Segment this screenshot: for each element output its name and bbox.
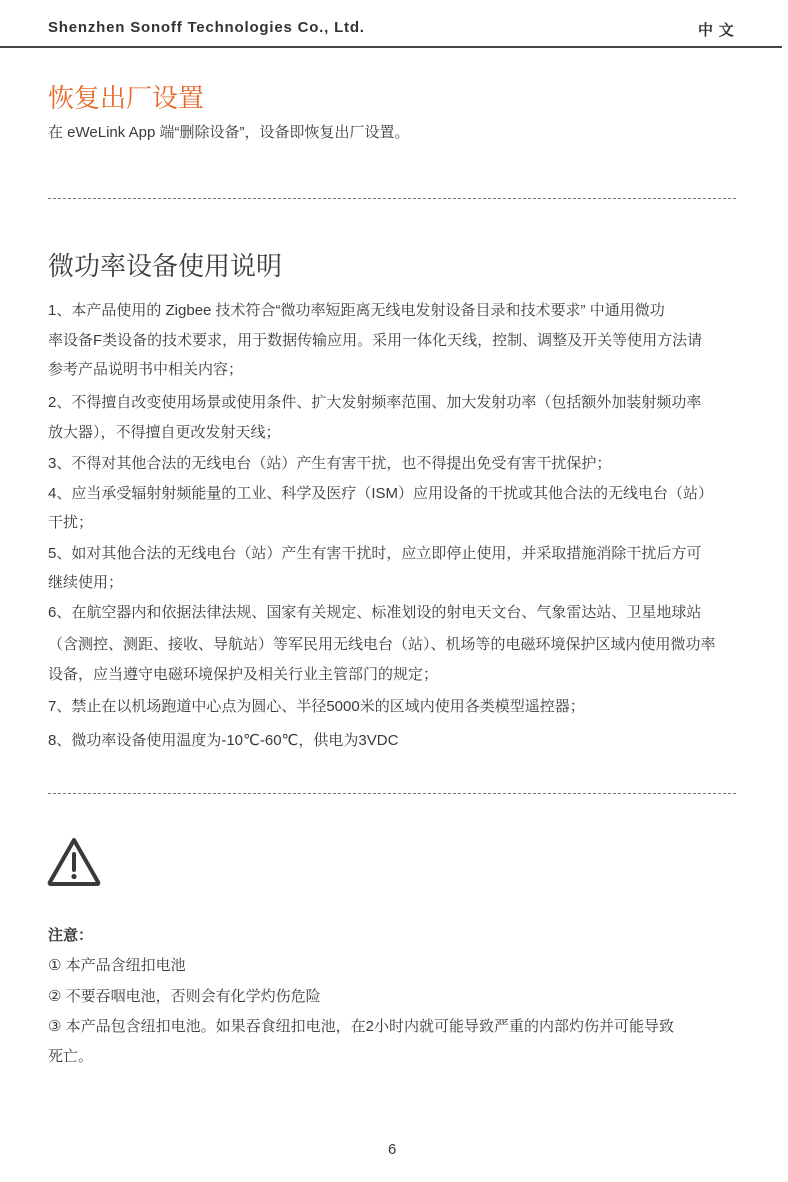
reset-title: 恢复出厂设置 [48, 83, 205, 113]
warning-icon [46, 836, 102, 893]
list-line: 率设备F类设备的技术要求，用于数据传输应用。采用一体化天线，控制、调整及开关等使用方法请 [48, 332, 703, 349]
list-line: 设备，应当遵守电磁环境保护及相关行业主管部门的规定； [48, 666, 439, 683]
language-label: 中 文 [698, 22, 735, 39]
company-name: Shenzhen Sonoff Technologies Co., Ltd. [48, 19, 365, 36]
list-line: （含测控、测距、接收、导航站）等军民用无线电台（站）、机场等的电磁环境保护区域内使用微功率 [48, 636, 716, 653]
reset-text: 在 eWeLink App 端“删除设备”，设备即恢复出厂设置。 [48, 124, 410, 141]
list-line: 3、不得对其他合法的无线电台（站）产生有害干扰，也不得提出免受有害干扰保护； [48, 455, 612, 472]
list-line: 7、禁止在以机场跑道中心点为圆心、半径5000米的区域内使用各类模型遥控器； [48, 698, 585, 715]
caution-line: ① 本产品含纽扣电池 [48, 957, 186, 974]
divider [48, 198, 736, 199]
caution-line: ② 不要吞咽电池，否则会有化学灼伤危险 [48, 988, 321, 1005]
list-line: 参考产品说明书中相关内容； [48, 361, 244, 378]
caution-line: ③ 本产品包含纽扣电池。如果吞食纽扣电池，在2小时内就可能导致严重的内部灼伤并可能导致 [48, 1018, 674, 1035]
list-line: 干扰； [48, 514, 94, 531]
caution-line: 死亡。 [48, 1048, 94, 1065]
divider [48, 793, 736, 794]
list-line: 2、不得擅自改变使用场景或使用条件、扩大发射频率范围、加大发射功率（包括额外加装射频功率 [48, 394, 702, 411]
list-line: 放大器），不得擅自更改发射天线； [48, 424, 281, 441]
page-number: 6 [388, 1141, 397, 1158]
list-line: 6、在航空器内和依据法律法规、国家有关规定、标准划设的射电天文台、气象雷达站、卫星地球站 [48, 604, 702, 621]
micropower-title: 微功率设备使用说明 [48, 251, 283, 281]
list-line: 1、本产品使用的 Zigbee 技术符合“微功率短距离无线电发射设备目录和技术要求” 中通用微功 [48, 302, 665, 319]
list-line: 继续使用； [48, 574, 124, 591]
caution-label: 注意： [48, 927, 94, 944]
list-line: 5、如对其他合法的无线电台（站）产生有害干扰时，应立即停止使用，并采取措施消除干扰后方可 [48, 545, 702, 562]
list-line: 4、应当承受辐射射频能量的工业、科学及医疗（ISM）应用设备的干扰或其他合法的无线电台（站） [48, 485, 714, 502]
header-rule [0, 46, 782, 48]
list-line: 8、微功率设备使用温度为-10℃-60℃，供电为3VDC [48, 732, 399, 749]
